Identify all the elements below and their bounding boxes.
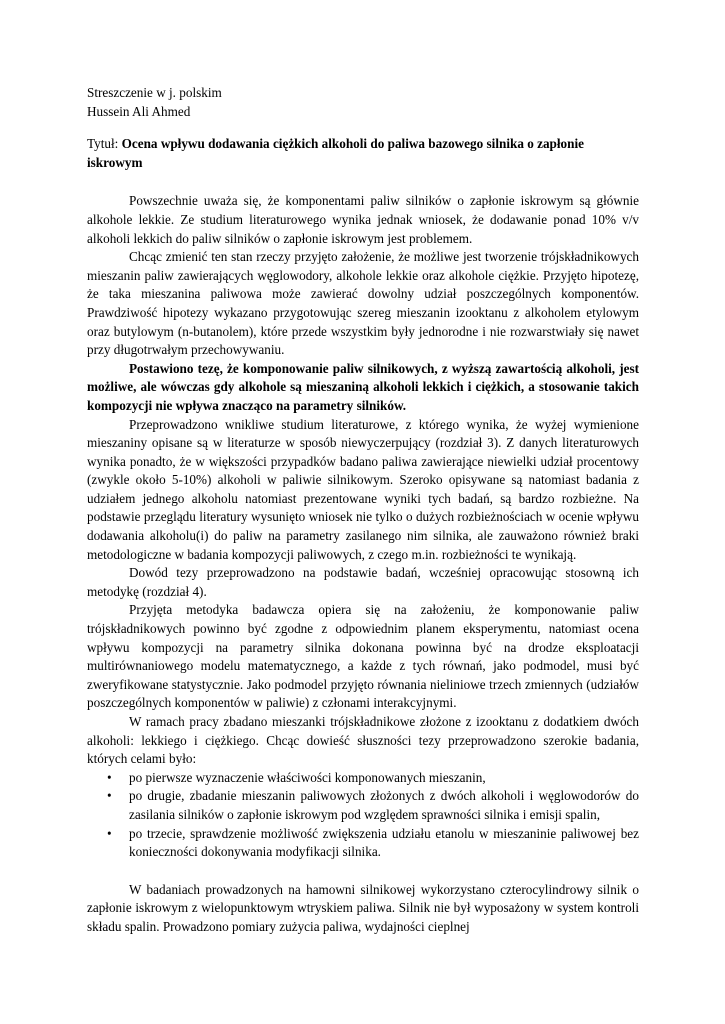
document-title <box>87 135 639 172</box>
paragraph-5: Dowód tezy przeprowadzono na podstawie badań, wcześniej opracowując stosowną ich metodykę (rozdział 4). <box>87 565 639 599</box>
document-page <box>87 84 639 937</box>
bullet-icon: • <box>107 788 112 804</box>
thesis-paragraph: Postawiono tezę, że komponowanie paliw silnikowych, z wyższą zawartością alkoholi, jest możliwe, ale wówczas gdy alkohole są mieszaniną alkoholi lekkich i ciężkich, a stosowanie takich kompozycji nie wpływa znacząco na parametry silników. <box>87 360 639 413</box>
goals-list <box>87 769 639 862</box>
summary-language-line: Streszczenie w j. polskim <box>87 85 222 100</box>
closing-paragraph: W badaniach prowadzonych na hamowni silnikowej wykorzystano czterocylindrowy silnik o zapłonie iskrowym z wielopunktowym wtryskiem paliwa. Silnik nie był wyposażony w system kontroli składu spalin. Prowadzono pomiary zużycia paliwa, wydajności cieplnej <box>87 881 639 934</box>
paragraph-6: Przyjęta metodyka badawcza opiera się na założeniu, że komponowanie paliw trójskładnikowych powinno być zgodne z odpowiednim planem eksperymentu, natomiast ocena wpływu kompozycji na parametry silnika dokonana powinna być na drodze eksploatacji multirównaniowego modelu matematycznego, a każde z tych równań, jako podmodel, musi być zweryfikowane statystycznie. Jako podmodel przyjęto równania nieliniowe trzech zmiennych (udziałów poszczególnych komponentów w paliwie) z członami interakcyjnymi. <box>87 602 639 711</box>
list-item <box>87 769 639 788</box>
title-text: Ocena wpływu dodawania ciężkich alkoholi do paliwa bazowego silnika o zapłonie iskrowym <box>87 136 584 170</box>
paragraph-4: Przeprowadzono wnikliwe studium literaturowe, z którego wynika, że wyżej wymienione mieszaniny opisane są w literaturze w sposób niewyczerpujący (rozdział 3). Z danych literaturowych wynika ponadto, że w większości przypadków badano paliwa zawierające niewielki udział procentowy (zwykle około 5-10%) alkoholi w paliwie silnikowym. Szeroko opisywane są natomiast badania z udziałem jednego alkoholu natomiast prezentowane wyniki tych badań, są bardzo rozbieżne. Na podstawie przeglądu literatury wysunięto wniosek nie tylko o dużych rozbieżnościach w ocenie wpływu dodawania alkoholu(i) do paliw na parametry zasilanego nim silnika, ale zauważono również braki metodologiczne w badania kompozycji paliwowych, z czego m.in. rozbieżności te wynikają. <box>87 416 639 562</box>
bullet-icon: • <box>107 825 112 841</box>
paragraph-2: Chcąc zmienić ten stan rzeczy przyjęto założenie, że możliwe jest tworzenie trójskładnikowych mieszanin paliw zawierających węglowodory, alkohole lekkie oraz alkohole ciężkie. Przyjęto hipotezę, że taka mieszanina paliwowa może zawierać dowolny udział poszczególnych komponentów. Prawdziwość hipotezy wykazano przygotowując szereg mieszanin izooktanu z alkoholem etylowym oraz butylowym (n-butanolem), które przede wszystkim były jednorodne i nie rozwarstwiały się nawet przy długotrwałym przechowywaniu. <box>87 249 639 358</box>
list-item-text: po pierwsze wyznaczenie właściwości komponowanych mieszanin, <box>129 769 486 785</box>
bullet-icon: • <box>107 769 112 785</box>
title-prefix: Tytuł: <box>87 136 122 152</box>
author-name: Hussein Ali Ahmed <box>87 103 191 119</box>
list-item-text: po trzecie, sprawdzenie możliwość zwiększenia udziału etanolu w mieszaninie paliwowej bez konieczności dokonywania modyfikacji silnika. <box>129 825 639 860</box>
paragraph-7: W ramach pracy zbadano mieszanki trójskładnikowe złożone z izooktanu z dodatkiem dwóch alkoholi: lekkiego i ciężkiego. Chcąc dowieść słuszności tezy przeprowadzono szerokie badania, których celami było: <box>87 714 639 767</box>
list-item <box>87 825 639 862</box>
paragraph-1: Powszechnie uważa się, że komponentami paliw silników o zapłonie iskrowym są głównie alkohole lekkie. Ze studium literaturowego wynika jednak wniosek, że dodawanie ponad 10% v/v alkoholi lekkich do paliw silników o zapłonie iskrowym jest problemem. <box>87 193 639 246</box>
list-item-text: po drugie, zbadanie mieszanin paliwowych złożonych z dwóch alkoholi i węglowodorów do zasilania silników o zapłonie iskrowym pod względem sprawności silnika i emisji spalin, <box>129 788 639 822</box>
list-item <box>87 787 639 824</box>
